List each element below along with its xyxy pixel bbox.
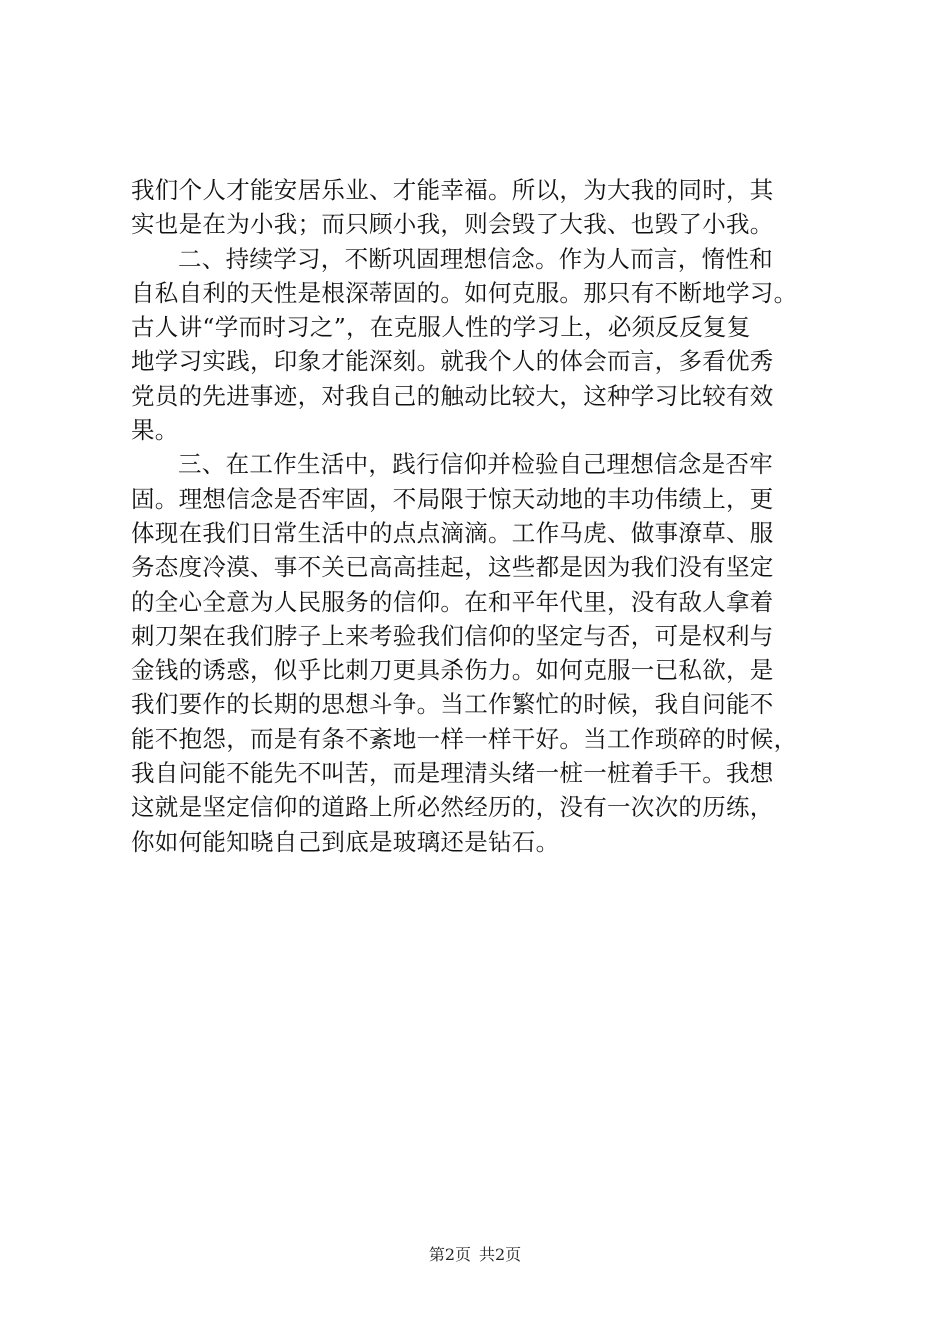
text-line: 能不抱怨，而是有条不紊地一样一样干好。当工作琐碎的时候， (131, 724, 798, 753)
text-line: 三、在工作生活中，践行信仰并检验自己理想信念是否牢 (178, 450, 773, 479)
document-body (131, 173, 843, 859)
text-line: 你如何能知晓自己到底是玻璃还是钻石。 (131, 827, 560, 856)
text-line: 二、持续学习，不断巩固理想信念。作为人而言，惰性和 (178, 244, 773, 273)
page-number-current: 第2页 (428, 1245, 471, 1264)
text-line: 务态度冷漠、事不关已高高挂起，这些都是因为我们没有坚定 (131, 553, 774, 582)
text-line: 自私自利的天性是根深蒂固的。如何克服。那只有不断地学习。 (131, 278, 798, 307)
text-line: 固。理想信念是否牢固，不局限于惊天动地的丰功伟绩上，更 (131, 484, 774, 513)
text-line: 的全心全意为人民服务的信仰。在和平年代里，没有敌人拿着 (131, 587, 774, 616)
text-line: 实也是在为小我；而只顾小我，则会毁了大我、也毁了小我。 (131, 210, 774, 239)
text-line: 党员的先进事迹，对我自己的触动比较大，这种学习比较有效 (131, 381, 774, 410)
text-line: 金钱的诱惑，似乎比刺刀更具杀伤力。如何克服一已私欲，是 (131, 656, 774, 685)
text-line: 我们要作的长期的思想斗争。当工作繁忙的时候，我自问能不 (131, 690, 774, 719)
page-number-total: 共2页 (479, 1245, 522, 1264)
text-line: 地学习实践，印象才能深刻。就我个人的体会而言，多看优秀 (131, 347, 774, 376)
text-line: 体现在我们日常生活中的点点滴滴。工作马虎、做事潦草、服 (131, 518, 774, 547)
text-line: 我们个人才能安居乐业、才能幸福。所以，为大我的同时，其 (131, 176, 774, 204)
text-line: 古人讲“学而时习之”，在克服人性的学习上，必须反反复复 (131, 313, 751, 342)
text-line: 果。 (131, 416, 179, 445)
text-line: 刺刀架在我们脖子上来考验我们信仰的坚定与否，可是权利与 (131, 621, 774, 650)
text-line: 这就是坚定信仰的道路上所必然经历的，没有一次次的历练， (131, 793, 774, 822)
text-line: 我自问能不能先不叫苦，而是理清头绪一桩一桩着手干。我想 (131, 759, 774, 788)
page-footer (0, 1244, 950, 1266)
